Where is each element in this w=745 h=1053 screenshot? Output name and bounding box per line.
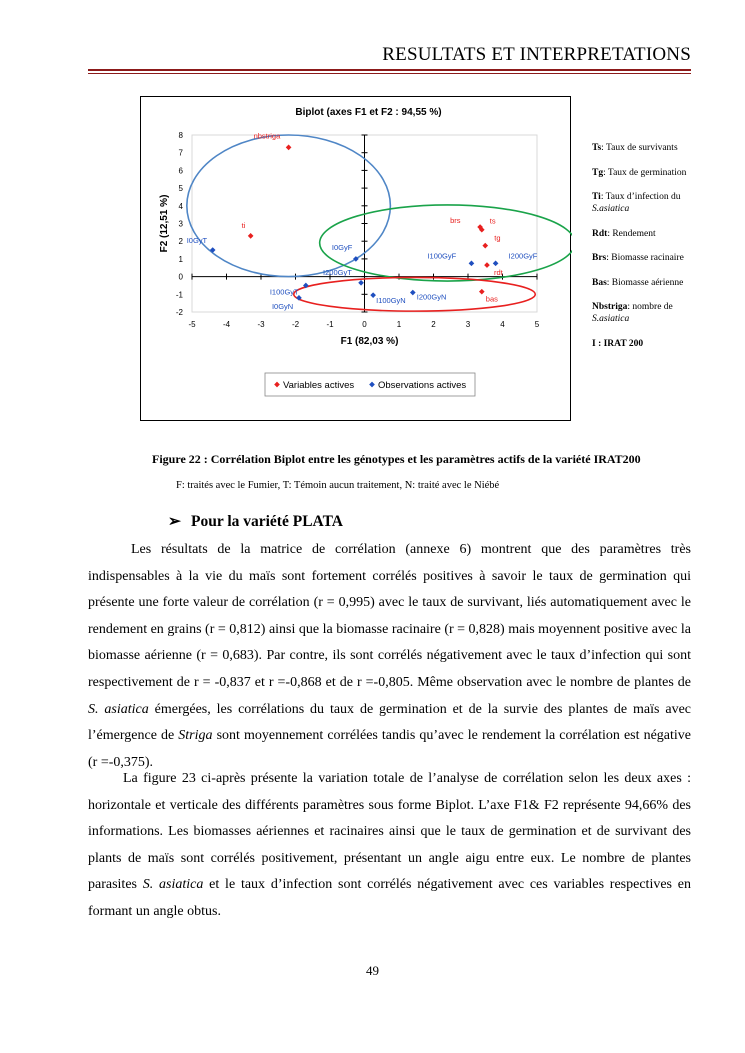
legend-entry — [592, 191, 702, 215]
x-tick-label: -5 — [188, 320, 196, 329]
x-axis-label: F1 (82,03 %) — [340, 336, 399, 347]
paragraph-2 — [88, 766, 691, 926]
data-point-I200GyF — [493, 260, 499, 266]
p1-text-b: émergées, les corrélations du taux de germination et de la survie des plantes de maïs avec l’émergence de — [88, 701, 691, 744]
data-label-brs: brs — [450, 216, 461, 226]
data-point-I100GyN — [370, 292, 376, 298]
legend-desc: : Taux de survivants — [601, 143, 678, 153]
data-point-bas — [479, 289, 485, 295]
legend-abbr: Tg — [592, 167, 604, 178]
y-tick-label: 5 — [178, 184, 183, 194]
legend-abbr: Ts — [592, 143, 602, 153]
group-ellipse-1 — [187, 135, 391, 277]
data-label-I200GyF: I200GyF — [508, 251, 538, 261]
header-rule-thin — [88, 73, 691, 74]
legend-entry — [592, 301, 702, 325]
paragraph-1 — [88, 537, 691, 776]
legend-entry — [592, 167, 702, 179]
x-tick-label: 3 — [465, 320, 471, 329]
biplot-figure — [140, 96, 571, 421]
data-label-I100GyN: I100GyN — [376, 296, 406, 306]
data-label-nbstriga: nbstriga — [253, 131, 281, 141]
data-point-ti — [248, 233, 254, 239]
p1-text-c: sont moyennement corrélées tandis qu’avec le rendement la corrélation est négative (r =-0,375). — [88, 728, 691, 770]
x-tick-label: 0 — [362, 320, 367, 329]
p2-text-b: et le taux d’infection sont corrélés négativement avec ces variables respectives en formant un angle obtus. — [88, 877, 691, 919]
y-axis-label: F2 (12,51 %) — [159, 194, 170, 253]
legend-label-2: Observations actives — [378, 380, 467, 391]
group-ellipse-3 — [294, 277, 536, 311]
section-heading — [168, 512, 343, 531]
y-tick-label: 3 — [178, 219, 183, 229]
y-tick-label: -2 — [175, 308, 183, 317]
x-tick-label: 1 — [396, 320, 402, 329]
legend-entry — [592, 338, 702, 350]
y-tick-label: 1 — [178, 254, 183, 264]
x-tick-label: 4 — [500, 320, 505, 329]
data-label-bas: bas — [485, 294, 498, 304]
data-point-I200GyN — [410, 290, 416, 296]
p2-text-a: La figure 23 ci-après présente la variation totale de l’analyse de corrélation selon les deux axes : horizontale et verticale des différents paramètres sous forme Biplot. L’axe F1& F2 représente 94,66% des informations. Les biomasses aériennes et racinaires ainsi que le taux de germination et de survivant des plants de maïs sont corrélés positivement, présentant un angle aigu entre eux. Le nombre de plantes parasites — [88, 771, 691, 893]
data-label-rdt: rdt — [493, 268, 503, 278]
data-point-rdt — [484, 262, 490, 268]
p1-species: S. asiatica — [88, 701, 149, 717]
data-label-I0GyT: I0GyT — [186, 236, 208, 246]
x-tick-label: -1 — [326, 320, 334, 329]
legend-abbr: Ti — [592, 192, 601, 202]
legend-entry — [592, 142, 702, 154]
group-ellipse-2 — [320, 205, 572, 281]
x-tick-label: -3 — [257, 320, 265, 329]
legend-label-1: Variables actives — [283, 380, 355, 391]
y-tick-label: -1 — [175, 290, 183, 300]
legend-abbr: Nbstriga — [592, 302, 628, 312]
data-point-I200GyT — [358, 280, 364, 286]
legend-entry — [592, 252, 702, 264]
legend-desc: : Biomasse aérienne — [606, 277, 684, 288]
data-point-tg — [482, 243, 488, 249]
data-label-ti: ti — [241, 220, 246, 230]
data-label-I0GyN: I0GyN — [271, 301, 294, 311]
section-title: Pour la variété PLATA — [191, 513, 343, 530]
legend-abbr: I : IRAT 200 — [592, 338, 644, 349]
y-tick-label: 7 — [178, 148, 183, 158]
figure-subcaption: F: traités avec le Fumier, T: Témoin aucun traitement, N: traité avec le Niébé — [176, 480, 500, 491]
biplot-chart — [141, 97, 572, 422]
x-tick-label: 5 — [534, 320, 540, 329]
legend-abbr: Rdt — [592, 228, 608, 239]
legend-desc: : Biomasse racinaire — [606, 253, 684, 263]
p1-genus: Striga — [178, 728, 213, 744]
legend-abbr: Bas — [592, 277, 607, 288]
data-point-nbstriga — [286, 145, 292, 151]
data-label-I100GyF: I100GyF — [427, 251, 457, 261]
abbreviation-legend — [592, 142, 702, 362]
p1-text-a: Les résultats de la matrice de corrélation (annexe 6) montrent que des paramètres très indispensables à la vie du maïs sont fortement corrélés positives à savoir le taux de germination qui présente une forte valeur de corrélation (r = 0,995) avec le taux de survivant, liés automatiquement avec le rendement en grains (r = 0,812) ainsi que la biomasse racinaire (r = 0,828) mais moyennent positive avec la biomasse aérienne (r = 0,683). Par contre, ils sont corrélés négativement avec le taux d’infection qui sont respectivement de r = -0,837 et r =-0,868 et de r =-0,805. Même observation avec le nombre de plantes de — [88, 542, 691, 690]
y-tick-label: 4 — [178, 201, 183, 211]
y-tick-label: 2 — [178, 237, 183, 247]
chart-title: Biplot (axes F1 et F2 : 94,55 %) — [295, 107, 442, 118]
legend-desc: : Taux d’infection du — [600, 192, 681, 202]
page-number: 49 — [366, 963, 379, 978]
data-label-I200GyN: I200GyN — [416, 292, 447, 302]
x-tick-label: -2 — [291, 320, 300, 329]
header-rule — [88, 69, 691, 71]
data-label-I200GyT: I200GyT — [323, 267, 352, 277]
legend-species: S.asiatica — [592, 314, 630, 324]
legend-desc: : Taux de germination — [603, 167, 687, 178]
y-tick-label: 6 — [178, 166, 183, 176]
data-label-I100GyT: I100GyT — [269, 287, 299, 297]
arrow-bullet-icon: ➢ — [168, 513, 181, 530]
header-title: RESULTATS ET INTERPRETATIONS — [382, 44, 691, 65]
legend-desc: : nombre de — [627, 302, 673, 312]
legend-abbr: Brs — [592, 253, 607, 263]
y-tick-label: 8 — [178, 131, 183, 140]
legend-entry — [592, 277, 702, 289]
data-label-I0GyF: I0GyF — [331, 242, 353, 252]
data-point-I100GyF — [469, 260, 475, 266]
y-tick-label: 0 — [178, 272, 183, 282]
figure-caption: Figure 22 : Corrélation Biplot entre les génotypes et les paramètres actifs de la variété IRAT200 — [152, 452, 641, 466]
data-label-tg: tg — [494, 233, 501, 243]
data-label-ts: ts — [489, 216, 496, 226]
p2-species: S. asiatica — [142, 877, 204, 893]
legend-entry — [592, 228, 702, 240]
legend-species: S.asiatica — [592, 204, 630, 214]
legend-desc: : Rendement — [607, 228, 656, 239]
x-tick-label: 2 — [431, 320, 436, 329]
x-tick-label: -4 — [222, 320, 231, 329]
